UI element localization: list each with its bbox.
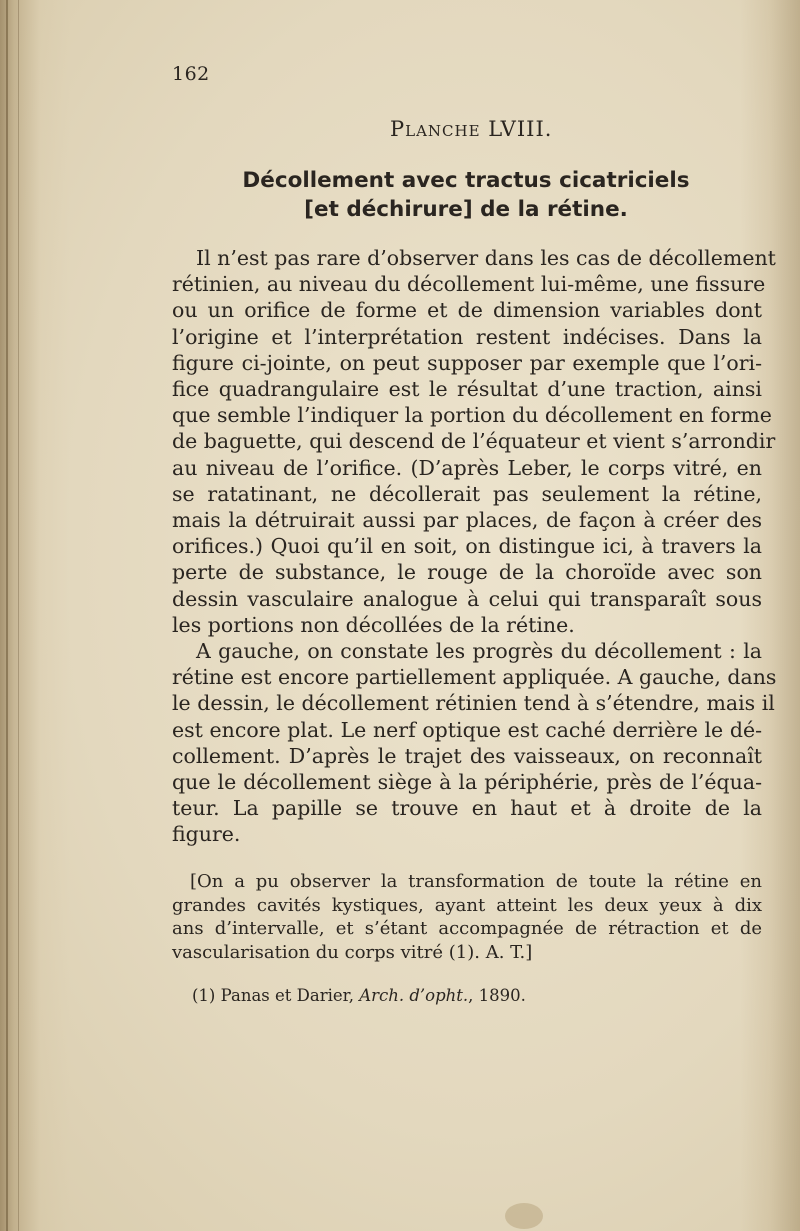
body-line: figure ci-jointe, on peut supposer par exemple que l’ori-: [172, 350, 762, 375]
body-line: au niveau de l’orifice. (D’après Leber, le corps vitré, en: [172, 455, 762, 480]
body-line: de baguette, qui descend de l’équateur et vient s’arrondir: [172, 429, 776, 454]
editorial-note: [172, 870, 762, 964]
body-text: [172, 245, 777, 848]
subtitle-line: [et déchirure] de la rétine.: [304, 197, 628, 222]
body-line: A gauche, on constate les progrès du décollement : la: [196, 639, 762, 664]
body-line: le dessin, le décollement rétinien tend à s’étendre, mais il: [172, 691, 775, 716]
body-line: teur. La papille se trouve en haut et à droite de la: [172, 796, 762, 821]
body-line: que semble l’indiquer la portion du décollement en forme: [172, 403, 772, 428]
body-line: fice quadrangulaire est le résultat d’une traction, ainsi: [172, 377, 762, 402]
page-binding-edge: [6, 0, 8, 1231]
body-line: est encore plat. Le nerf optique est caché derrière le dé-: [172, 717, 762, 742]
body-line: mais la détruirait aussi par places, de façon à créer des: [172, 508, 762, 533]
page-number: 162: [172, 63, 210, 85]
body-line: Il n’est pas rare d’observer dans les cas de décollement: [196, 246, 776, 270]
subtitle-line: Décollement avec tractus cicatriciels: [242, 168, 690, 193]
body-line: que le décollement siège à la périphérie, près de l’équa-: [172, 770, 762, 795]
section-subtitle: [172, 166, 760, 224]
body-line: se ratatinant, ne décollerait pas seulement la rétine,: [172, 481, 762, 506]
plate-title: Planche LVIII.: [390, 117, 553, 141]
footnote: [192, 986, 526, 1005]
page-binding-edge-inner: [18, 0, 19, 1231]
body-line: orifices.) Quoi qu’il en soit, on distingue ici, à travers la: [172, 534, 762, 559]
body-line: l’origine et l’interprétation restent indécises. Dans la: [172, 324, 762, 349]
body-line: rétine est encore partiellement appliquée. A gauche, dans: [172, 665, 777, 690]
note-line: [On a pu observer la transformation de toute la rétine en: [190, 871, 762, 892]
note-line: ans d’intervalle, et s’étant accompagnée de rétraction et de: [172, 918, 762, 939]
footnote-year: , 1890.: [468, 986, 526, 1005]
body-line: ou un orifice de forme et de dimension variables dont: [172, 298, 762, 323]
body-line: collement. D’après le trajet des vaisseaux, on reconnaît: [172, 743, 762, 768]
body-line: rétinien, au niveau du décollement lui-même, une fissure: [172, 272, 766, 297]
body-line: dessin vasculaire analogue à celui qui transparaît sous: [172, 586, 762, 611]
note-line: grandes cavités kystiques, ayant atteint les deux yeux à dix: [172, 894, 762, 916]
body-line: figure.: [172, 822, 241, 847]
body-line: les portions non décollées de la rétine.: [172, 612, 575, 637]
note-line: vascularisation du corps vitré (1). A. T.]: [172, 941, 533, 963]
paper-stain: [505, 1203, 543, 1229]
body-line: perte de substance, le rouge de la choroïde avec son: [172, 560, 762, 585]
footnote-text: (1) Panas et Darier,: [192, 986, 360, 1005]
footnote-journal: Arch. d’opht.: [359, 986, 469, 1005]
